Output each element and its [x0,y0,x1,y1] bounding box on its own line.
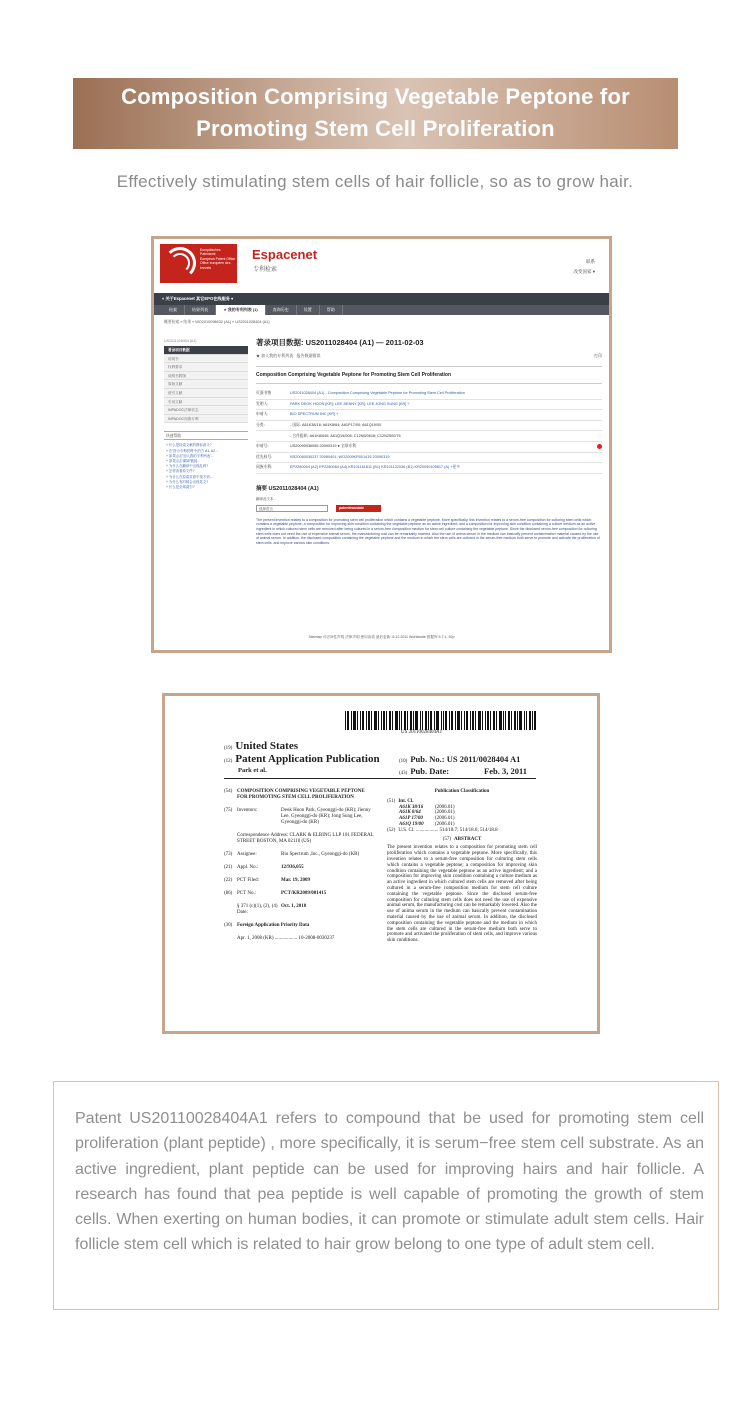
barcode-bar [422,711,423,730]
barcode-bar [461,711,462,730]
barcode-bar [496,711,497,730]
barcode-bar [389,711,391,730]
biblio-tag: (86) [224,891,233,896]
star-icon: ★ [223,307,228,312]
biblio-tag: (54) [224,789,233,794]
row-value[interactable]: EP2280064 (A2) EP2280064 (A4) KR101161811 (B1) KR101122036 (B1) KR20090105817 (A) +更多 [290,465,461,470]
row-value[interactable]: BIO SPECTRUM INC [KR] + [290,412,339,417]
barcode-bar [499,711,502,730]
bibliographic-right [387,789,537,944]
row-key: 同族专利: [256,465,273,470]
title-line-2: Promoting Stem Cell Proliferation [196,116,555,141]
barcode-bar [493,711,495,730]
pct-filed: Mar. 19, 2009 [281,878,310,883]
country-line [224,740,298,752]
row-value[interactable]: - 国际: A61K38/16; A61K8/64; A61P17/00; A61Q19/00 [290,423,382,428]
espacenet-footer[interactable]: Sitemap 可访问性声明 法律声明 使用条款 最后更新: 6.12.2011 Worldwide 数据库 5.7.1; 92p [308,635,455,639]
biblio-tag [224,936,237,942]
abstract-heading [387,837,537,843]
us-cl-line [387,828,537,834]
record-row [256,453,602,464]
biblio-title: COMPOSITION COMPRISING VEGETABLE PEPTONE FOR PROMOTING STEM CELL PROLIFERATION [237,789,365,800]
tag-57: (57) [442,836,452,842]
barcode-bar [368,711,370,730]
barcode-bar [347,711,349,730]
espacenet-header [154,239,609,289]
pub-no-label: Pub. No.: [410,754,445,764]
tab-settings[interactable]: 设置 [297,305,320,315]
biblio-row [224,891,374,897]
barcode-bar [392,711,393,730]
appl-no: 12/936,055 [281,865,304,870]
main-tabs [154,305,609,315]
record-row [256,389,602,400]
tag-51: (51) [387,798,396,804]
help-link[interactable]: + 什么是全球索引? [166,484,195,489]
row-value[interactable]: - 合作组织: A61K8/645; A61Q19/008; C12N5/0618; C12N2500/76 [290,433,401,438]
barcode-bar [464,711,465,730]
bibliographic-left [224,789,374,949]
title-line-1: Composition Comprising Vegetable Peptone for [121,84,630,109]
biblio-key: PCT No.: [237,891,257,896]
class-code: A61K 38/16 [399,804,424,810]
barcode-bar [415,711,418,730]
barcode-bar [526,711,527,730]
biblio-row [224,923,374,929]
biblio-row [224,878,374,884]
foreign-priority-title: Foreign Application Priority Data [237,923,310,928]
tab-search[interactable]: 检索 [162,305,185,315]
barcode-bar [413,711,414,730]
barcode-bar [466,711,468,730]
barcode-bar [511,711,512,730]
class-year: (2006.01) [435,816,455,822]
record-tools-left [256,353,320,359]
tag-43: (43) [399,771,408,776]
espacenet-brand[interactable]: Espacenet [252,247,318,262]
sidebar-item-bibliographic[interactable]: 著录项目数据 [164,346,248,355]
barcode-bar [490,711,491,730]
sidebar [164,339,248,490]
barcode-bar [529,711,531,730]
translate-row [256,505,602,512]
espacenet-brand-sub: 专利检索 [253,267,278,273]
top-nav[interactable]: « 关于Espacenet 其它EPO在线服务 ▾ [154,293,609,305]
language-select[interactable]: 选择语言 [256,505,328,512]
barcode-bar [503,711,504,730]
barcode-bar [451,711,453,730]
barcode-bar [430,711,432,730]
sidebar-item-claims[interactable]: 权利要求 [164,363,248,372]
biblio-tag: (30) [224,923,233,928]
help-link[interactable]: + 什么是检索文献的图标意义? [166,443,212,448]
class-code: A61K 8/64 [399,810,421,816]
barcode-bar [532,711,533,730]
class-code: A61Q 19/00 [399,821,424,827]
barcode-bar [366,711,367,730]
barcode-bar [487,711,489,730]
class-year: (2006.01) [435,810,455,816]
barcode-bar [514,711,516,730]
class-year: (2006.01) [435,804,455,810]
foreign-priority: Apr. 1, 2008 (KR) .................. 10-2008-0030237 [237,936,335,941]
barcode-bar [410,711,412,730]
help-link[interactable]: + 怎样查看原文件? [166,469,195,474]
barcode-bar [404,711,406,730]
sidebar-item-family[interactable]: INPADOC同族专利 [164,415,248,424]
tab-results[interactable]: 结果列表 [185,305,216,315]
pub-no: US 2011/0028404 A1 [446,754,521,764]
biblio-row [224,865,374,871]
record-row [256,421,602,432]
assignee: Bio Spectrum ,Inc., Gyeonggi-do (KR) [281,852,360,857]
barcode-bar [455,711,456,730]
barcode-bar [472,711,474,730]
barcode-bar [360,711,361,730]
record-row [256,463,602,474]
biblio-row [224,852,374,858]
barcode-bar [386,711,387,730]
contact-link[interactable]: 联系 [586,259,595,264]
abstract-heading-label: ABSTRACT [454,836,482,842]
add-to-list-link[interactable]: ★ 加入我的专利列表 [256,353,294,358]
description-box [53,1081,719,1310]
org-name-en: European Patent Office [200,256,236,261]
barcode-bar [351,711,352,730]
barcode-bar [434,711,435,730]
epo-org-names [200,248,236,270]
translate-label: 翻译此文本 [256,496,274,501]
biblio-key: Assignee: [237,852,257,857]
biblio-key: Appl. No.: [237,865,259,870]
tag-52: (52) [387,827,396,833]
correspondence-address: Correspondence Address: CLARK & ELBING LLP 101 FEDERAL STREET BOSTON, MA 02110 (US) [237,833,374,844]
biblio-tag [224,904,237,916]
record-title: 著录项目数据: US2011028404 (A1) — 2011-02-03 [256,338,424,347]
record-row [256,442,602,453]
publication-screenshot [162,693,600,1034]
abstract-text: The present invention relates to a composition for promoting stem cell proliferation which contains a vegetable peptone. More specifically, this invention relates to a serum-free composition for culturing stem cells which contains a vegetable peptone; a composition for improving skin condition containing the vegetable peptone as an active ingredient; and a composition for improving skin condition containing a culture medium as an active ingredient in which cultured stem cells are removed after being cultured in a serum-free composition medium for stem cell culture containing the vegetable peptone. Since the disclosed serum-free composition for culturing stem cells does not need the use of expensive animal serum, the manufacturing cost can be remarkably lowered. Also the use of anima serum in the medium can basically prevent contamination material caused by the use of animal serum. In addition, the disclosed composition containing the vegetable peptone and the medium in which the stem cells are cultured in the serum-free medium both serve to promote and activate the proliferation of stem cells, and improve various skin conditions. [256,517,600,545]
doc-type: Patent Application Publication [235,753,380,765]
barcode-bar [374,711,377,730]
global-dossier-icon[interactable] [597,444,602,449]
barcode-bar [519,711,522,730]
classification-title: Publication Classification [434,789,490,794]
header-rule [224,778,536,779]
barcode-bar [357,711,358,730]
help-link[interactable]: + 为什么在检索页面中找不到... [166,474,213,479]
quick-help-title[interactable]: 快速帮助 [164,431,248,440]
barcode-bar [508,711,510,730]
barcode-bar [524,711,525,730]
barcode-bar [428,711,429,730]
biblio-tag: (75) [224,808,233,813]
barcode-bar [478,711,481,730]
barcode-bar [401,711,402,730]
inventors: Deok Hoon Park, Gyeonggi-do (KR); Jienny Lee, Gyeonggi-do (KR); Jong Sung Lee, Gyeonggi-do (KR) [281,808,371,825]
barcode-bar [395,711,398,730]
change-country-dropdown[interactable]: 改变国家 ▾ [573,269,595,274]
row-value: US20090936055 20090319 ● 全球专利 [290,444,357,449]
barcode-bar [470,711,471,730]
tag-10: (10) [399,759,408,764]
barcode-bar [482,711,483,730]
barcode-bar [371,711,372,730]
country: United States [235,740,298,752]
row-value[interactable]: US2011028404 (A1) - Composition Comprising Vegetable Peptone for Promoting Stem Cell Proliferation [290,391,465,396]
biblio-row [224,808,374,826]
row-value-highlighted[interactable]: KR20080030237 20080401; WO2009KR001415 20090319 [290,454,390,459]
row-key: 发明人: [256,401,269,406]
authors: Park et al. [238,767,267,774]
biblio-tag [224,833,237,845]
print-link[interactable]: 打印 [594,353,602,358]
help-link[interactable]: + 如果点击'翻译'链接... [166,458,201,463]
barcode-bar [534,711,536,730]
pub-date-label: Pub. Date: [410,766,450,776]
biblio-row [224,904,374,916]
pub-number-line [399,754,520,764]
report-error-link[interactable]: 报告数据错误 [296,353,321,358]
barcode-bar [475,711,476,730]
doc-type-line [224,753,380,765]
barcode-bar [362,711,364,730]
barcode-bar [420,711,421,730]
us-cl: U.S. Cl. .................. 514/18.7; 514/18.6; 514/18.8 [398,827,498,833]
tab-my-list[interactable] [216,305,266,315]
barcode-bar [485,711,486,730]
sidebar-item-citing[interactable]: 引用文献 [164,398,248,407]
barcode-bar [445,711,447,730]
epo-swirl-inner-icon [170,253,190,273]
class-code: A61P 17/00 [399,816,423,822]
row-value[interactable]: PARK DEOK HOON [KR]; LEE JIENNY [KR]; LEE JONG SUNG [KR] + [290,401,410,406]
tab-help[interactable]: 帮助 [320,305,343,315]
row-key: 申请号: [256,444,269,449]
barcode-bar [441,711,442,730]
pub-date: Feb. 3, 2011 [484,766,527,776]
org-name-de: Europäisches Patentamt [200,248,221,257]
biblio-tag: (22) [224,878,233,883]
sidebar-item-legal-status[interactable]: INPADOC法律状态 [164,406,248,415]
row-key: 页面书签 [256,391,272,396]
description-text: Patent US20110028404A1 refers to compound that be used for promoting stem cell proliferation (plant peptide) , more specifically, it is serum−free stem cell substrate. As an active ingredient, plant peptide can be used for improving hairs and hair follicle. A research has found that pea peptide is well capable of promoting the growth of stem cells. When exerting on human bodies, it can promote or stimulate adult stem cells. Hair follicle stem cell which is related to hair grow belong to one type of adult stem cell. [75,1110,704,1254]
breadcrumb[interactable]: 概要检索 » 结果 » WO2010098632 (A1) » US2011028404 (A1) [164,320,270,324]
biblio-row [224,789,374,801]
record-tools [256,353,602,359]
barcode-bar [399,711,400,730]
barcode-bar [517,711,518,730]
tab-history[interactable]: 查询历史 [266,305,297,315]
barcode-bar [505,711,506,730]
sidebar-item-original[interactable]: 原始文献 [164,380,248,389]
biblio-tag: (73) [224,852,233,857]
barcode-bar [378,711,379,730]
biblio-key: § 371 (c)(1), (2), (4) Date: [237,904,278,915]
help-link[interactable]: + 在'因为专利权利'中的方 A1, A2... [166,448,218,453]
barcode-bar [381,711,382,730]
class-year: (2006.01) [435,821,455,827]
sidebar-item-cited[interactable]: 被引文献 [164,389,248,398]
record-row [256,410,602,421]
sidebar-item-description[interactable]: 说明书 [164,355,248,364]
pub-date-line [399,766,527,776]
row-key [256,434,290,439]
sidebar-item-drawings[interactable]: 说明书附图 [164,372,248,381]
section-371-date: Oct. 1, 2010 [281,904,307,909]
record-row [256,431,602,442]
barcode-bar [345,711,346,730]
barcode-bar [383,711,385,730]
barcode-bar [407,711,408,730]
subtitle: Effectively stimulating stem cells of hair follicle, so as to grow hair. [116,172,634,191]
patent-translate-button[interactable]: patenttranslate [336,505,381,512]
publication-abstract: The present invention relates to a composition for promoting stem cell proliferation which contains a vegetable peptone. More specifically, this invention relates to a serum-free composition for culturing stem cells which contains a vegetable peptone; a composition for improving skin condition containing the vegetable peptone as an active ingredient; and a composition for improving skin condition containing a culture medium as an active ingredient in which cultured stem cells are removed after being cultured in a serum-free composition medium for stem cell culture containing the vegetable peptone. Since the disclosed serum-free composition for culturing stem cells does not need the use of expensive animal serum, the manufacturing cost can be remarkably lowered. Also the use of anima serum in the medium can basically prevent contamination material caused by the use of animal serum. In addition, the disclosed composition containing the vegetable peptone and the medium in which the stem cells are cultured in the serum-free medium both serve to promote and activated the proliferation of stem cells, and improve various skin conditions. [387,845,537,944]
quick-help-links [164,443,248,490]
tag-12: (12) [224,759,233,764]
row-key: 优先权号: [256,454,273,459]
help-link[interactable]: + 为什么有时候会出现英文? [166,479,209,484]
help-link[interactable]: + 为什么在翻译中出现乱码? [166,464,209,469]
org-name-fr: Office européen des brevets [200,261,231,270]
biblio-key: Inventors: [237,808,258,813]
help-link[interactable]: + 如果点击'加入我的专利列表'... [166,453,214,458]
record-main [256,337,602,545]
barcode-bar [353,711,356,730]
espacenet-screenshot [151,236,612,653]
biblio-key: PCT Filed: [237,878,259,883]
record-row [256,400,602,411]
row-key: 分类: [256,423,265,428]
sidebar-doc-id: US2011028404 (A1) [164,339,197,343]
epo-logo [160,244,237,283]
row-key: 申请人: [256,412,269,417]
barcode-bar [457,711,460,730]
title-banner [73,78,678,149]
barcode-bar [443,711,444,730]
tag-19: (19) [224,746,233,751]
barcode-icon [345,711,537,730]
barcode-bar [449,711,450,730]
tab-my-list-label: 我的专利列表 (1) [227,307,258,312]
int-cl: Int. Cl. [398,798,414,804]
biblio-row [224,936,374,942]
barcode-number: US 20110028404A1 [401,730,443,735]
biblio-row [224,833,374,845]
barcode-bar [436,711,439,730]
barcode-bar [425,711,427,730]
abstract-title: 摘要 US2011028404 (A1) [256,485,319,492]
pct-no: PCT/KR2009/001415 [281,891,327,896]
patent-title: Composition Comprising Vegetable Peptone for Promoting Stem Cell Proliferation [256,366,602,384]
biblio-tag: (21) [224,865,233,870]
